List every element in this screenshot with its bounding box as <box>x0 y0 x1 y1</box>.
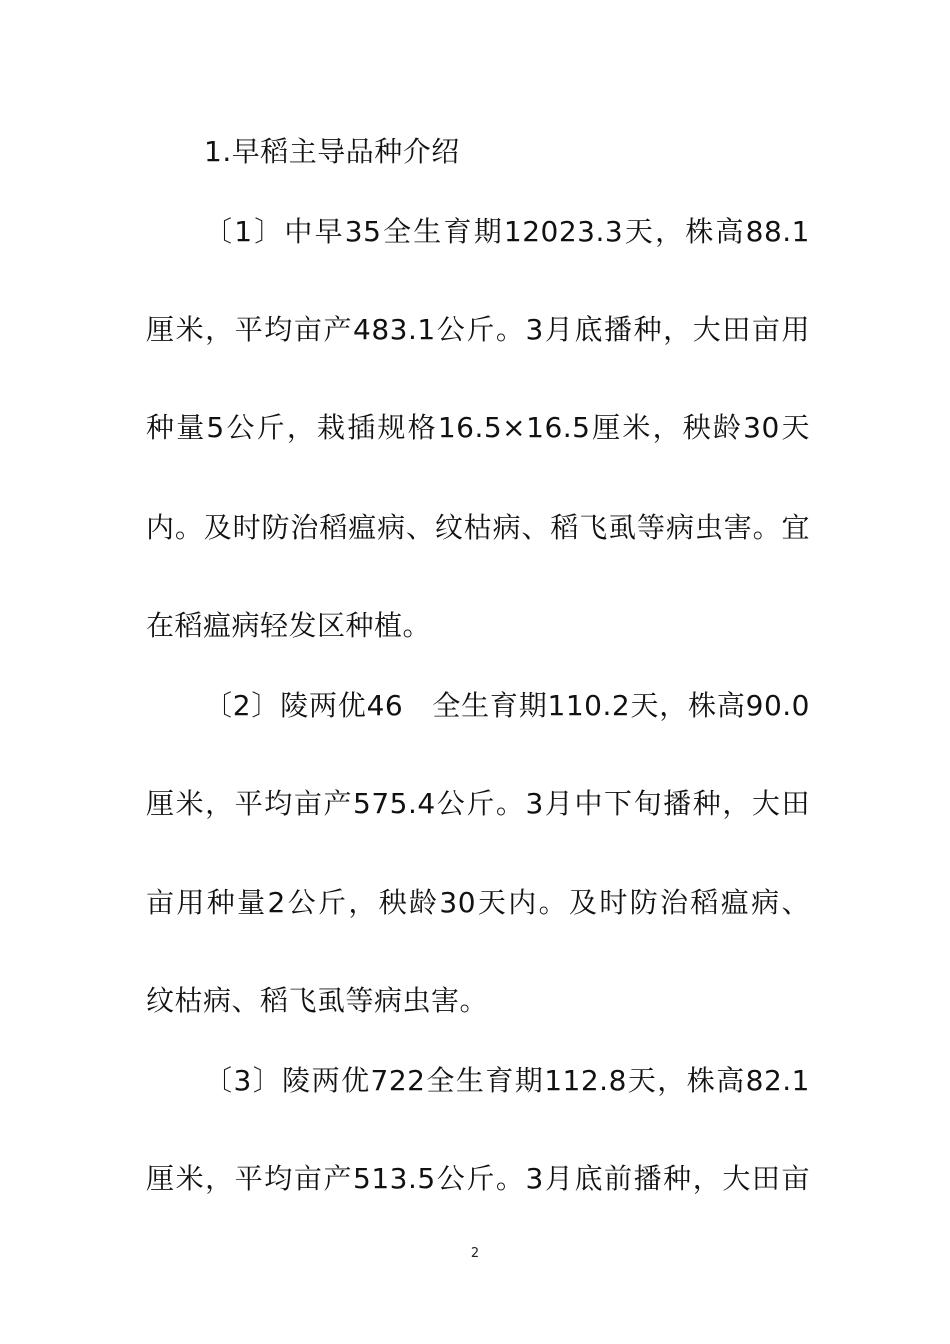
section-heading: 1.早稻主导品种介绍 <box>204 135 460 168</box>
paragraph-line: 〔2〕陵两优46 全生育期110.2天，株高90.0 <box>204 689 810 722</box>
paragraph-line: 〔3〕陵两优722全生育期112.8天，株高82.1 <box>204 1064 810 1097</box>
paragraph-line: 纹枯病、稻飞虱等病虫害。 <box>146 984 489 1017</box>
paragraph-line: 厘米，平均亩产483.1公斤。3月底播种，大田亩用 <box>146 313 810 346</box>
paragraph-line: 种量5公斤，栽插规格16.5×16.5厘米，秧龄30天 <box>146 411 810 444</box>
paragraph-line: 〔1〕中早35全生育期12023.3天，株高88.1 <box>204 215 810 248</box>
paragraph-line: 厘米，平均亩产575.4公斤。3月中下旬播种，大田 <box>146 787 810 820</box>
paragraph-line: 亩用种量2公斤，秧龄30天内。及时防治稻瘟病、 <box>146 886 810 919</box>
paragraph-line: 厘米，平均亩产513.5公斤。3月底前播种，大田亩 <box>146 1162 810 1195</box>
paragraph-line: 在稻瘟病轻发区种植。 <box>146 609 432 642</box>
page-number: 2 <box>470 1246 480 1261</box>
paragraph-line: 内。及时防治稻瘟病、纹枯病、稻飞虱等病虫害。宜 <box>146 511 810 544</box>
